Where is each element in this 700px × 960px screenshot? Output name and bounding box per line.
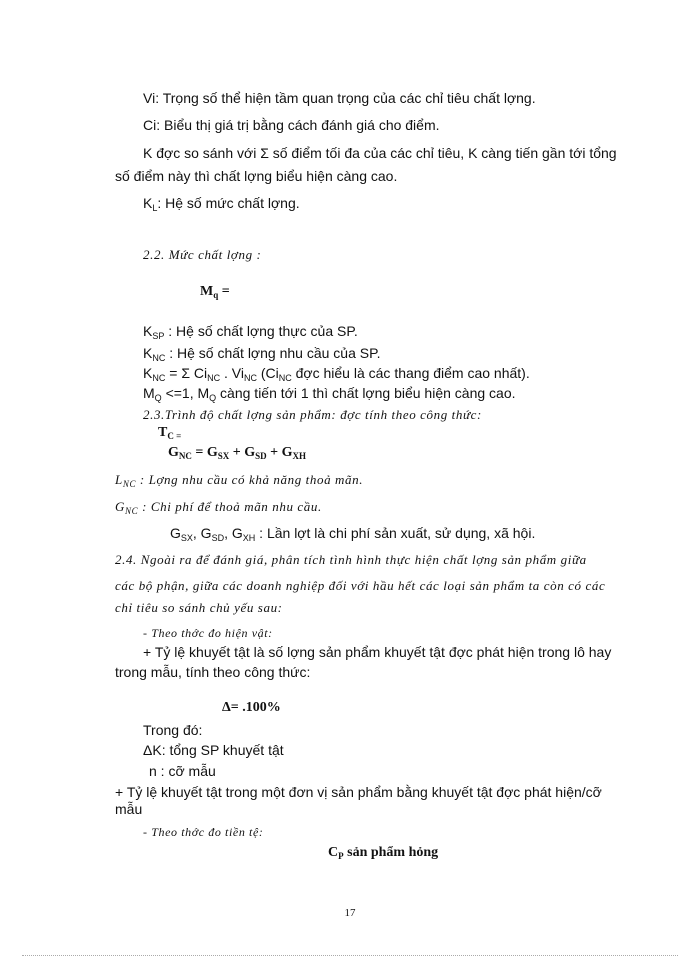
text-span: K: tổng SP khuyết tật: [152, 742, 284, 758]
subscript: q: [213, 290, 219, 300]
delta-symbol: Δ: [222, 700, 231, 715]
subscript: P: [338, 851, 344, 861]
text-span: , G: [224, 525, 243, 541]
text-span: K: [143, 345, 153, 361]
formula-gnc: [168, 445, 306, 461]
text-span: T: [158, 425, 168, 440]
text-span: <=1, M: [161, 385, 210, 401]
text-line: [170, 525, 535, 543]
text-span: K: [143, 323, 153, 339]
text-span: =: [218, 284, 230, 299]
subscript: Q: [154, 393, 162, 403]
text-span: đợc hiểu là các thang điểm cao nhất).: [291, 365, 530, 381]
subscript: NC: [278, 373, 292, 383]
page-number: 17: [344, 907, 356, 919]
paragraph-line: các bộ phận, giữa các doanh nghiệp đối với hầu hết các loại sản phẩm ta còn có các: [115, 578, 606, 593]
subscript: SD: [211, 533, 225, 543]
subscript: NC: [122, 479, 137, 489]
subscript: NC: [152, 373, 166, 383]
sigma-symbol: Σ: [260, 145, 269, 161]
text-span: : Chi phí để thoả mãn nhu cầu.: [138, 499, 322, 514]
text-line: + Tỷ lệ khuyết tật trong một đơn vị sản phẩm bằng khuyết tật đợc phát hiện/cỡ: [115, 784, 602, 800]
text-line: n : cỡ mẫu: [149, 763, 216, 779]
text-span: : Hệ số chất lợng thực của SP.: [164, 323, 358, 339]
section-heading: 2.3.Trình độ chất lợng sản phẩm: đợc tính theo công thức:: [143, 407, 482, 422]
text-span: G: [170, 525, 181, 541]
subscript: Q: [209, 393, 217, 403]
text-span: Ci: [189, 365, 208, 381]
subscript: L: [152, 203, 158, 213]
text-span: = G: [191, 445, 218, 460]
subscript: XH: [292, 451, 307, 461]
text-span: M: [200, 284, 214, 299]
text-span: (Ci: [256, 365, 279, 381]
text-line: số điểm này thì chất lợng biểu hiện càng cao.: [115, 168, 398, 184]
text-line: [143, 385, 516, 403]
text-span: + G: [229, 445, 256, 460]
text-line: + Tỷ lệ khuyết tật là số lợng sản phẩm khuyết tật đợc phát hiện trong lô hay: [143, 644, 612, 660]
subscript: NC: [125, 506, 139, 516]
text-line: [143, 742, 284, 758]
paragraph-line: 2.4. Ngoài ra để đánh giá, phân tích tình hình thực hiện chất lợng sản phẩm giữa: [115, 552, 587, 567]
text-line: [143, 345, 381, 363]
formula-mq: [200, 284, 230, 300]
subscript: C =: [167, 431, 182, 441]
delta-symbol: Δ: [143, 742, 153, 758]
formula-cp: [328, 845, 438, 861]
text-line: Trong đó:: [143, 722, 203, 738]
formula-delta: [222, 700, 281, 716]
subscript: NC: [243, 373, 257, 383]
text-span: : Hệ số chất lợng nhu cầu của SP.: [165, 345, 381, 361]
text-line: [143, 145, 617, 161]
text-span: số điểm tối đa của các chỉ tiêu, K càng tiến gần tới tổng: [268, 145, 617, 161]
text-span: : Lần lợt là chi phí sản xuất, sử dụng, xã hội.: [255, 525, 536, 541]
text-span: + G: [266, 445, 293, 460]
text-line: [143, 195, 300, 213]
formula-tc: [158, 425, 181, 441]
text-line: [115, 499, 322, 516]
text-span: =: [165, 365, 182, 381]
subheading: - Theo thớc đo tiền tệ:: [143, 825, 264, 839]
text-line: Ci: Biểu thị giá trị bằng cách đánh giá cho điểm.: [143, 117, 440, 133]
sigma-symbol: Σ: [181, 365, 190, 381]
text-span: K đợc so sánh với: [143, 145, 261, 161]
text-line: Vi: Trọng số thể hiện tầm quan trọng của các chỉ tiêu chất lợng.: [143, 90, 536, 106]
text-line: mẫu: [115, 801, 143, 817]
text-span: G: [168, 445, 179, 460]
text-span: : Lợng nhu cầu có khả năng thoả mãn.: [136, 472, 364, 487]
page-divider: [22, 955, 678, 956]
text-span: . Vi: [220, 365, 244, 381]
subscript: XH: [242, 533, 256, 543]
text-span: C: [328, 845, 339, 860]
text-span: M: [143, 385, 155, 401]
subscript: SP: [152, 331, 165, 341]
subscript: NC: [207, 373, 221, 383]
text-line: trong mẫu, tính theo công thức:: [115, 664, 311, 680]
paragraph-line: chỉ tiêu so sánh chủ yếu sau:: [115, 600, 283, 615]
subscript: NC: [152, 353, 166, 363]
text-span: sản phẩm hỏng: [343, 845, 439, 860]
subscript: SD: [255, 451, 267, 461]
text-span: càng tiến tới 1 thì chất lợng biểu hiện càng cao.: [216, 385, 516, 401]
subscript: NC: [178, 451, 192, 461]
section-heading: 2.2. Mức chất lợng :: [143, 247, 262, 262]
text-line: [115, 472, 363, 489]
subheading: - Theo thớc đo hiện vật:: [143, 626, 273, 640]
text-span: , G: [192, 525, 212, 541]
text-span: K: [143, 195, 153, 211]
text-span: = .100%: [230, 700, 281, 715]
subscript: SX: [180, 533, 193, 543]
subscript: SX: [217, 451, 230, 461]
text-span: L: [115, 472, 123, 487]
text-line: [143, 365, 530, 383]
text-line: [143, 323, 358, 341]
text-span: K: [143, 365, 153, 381]
text-span: G: [115, 499, 125, 514]
text-span: : Hệ số mức chất lợng.: [157, 195, 300, 211]
